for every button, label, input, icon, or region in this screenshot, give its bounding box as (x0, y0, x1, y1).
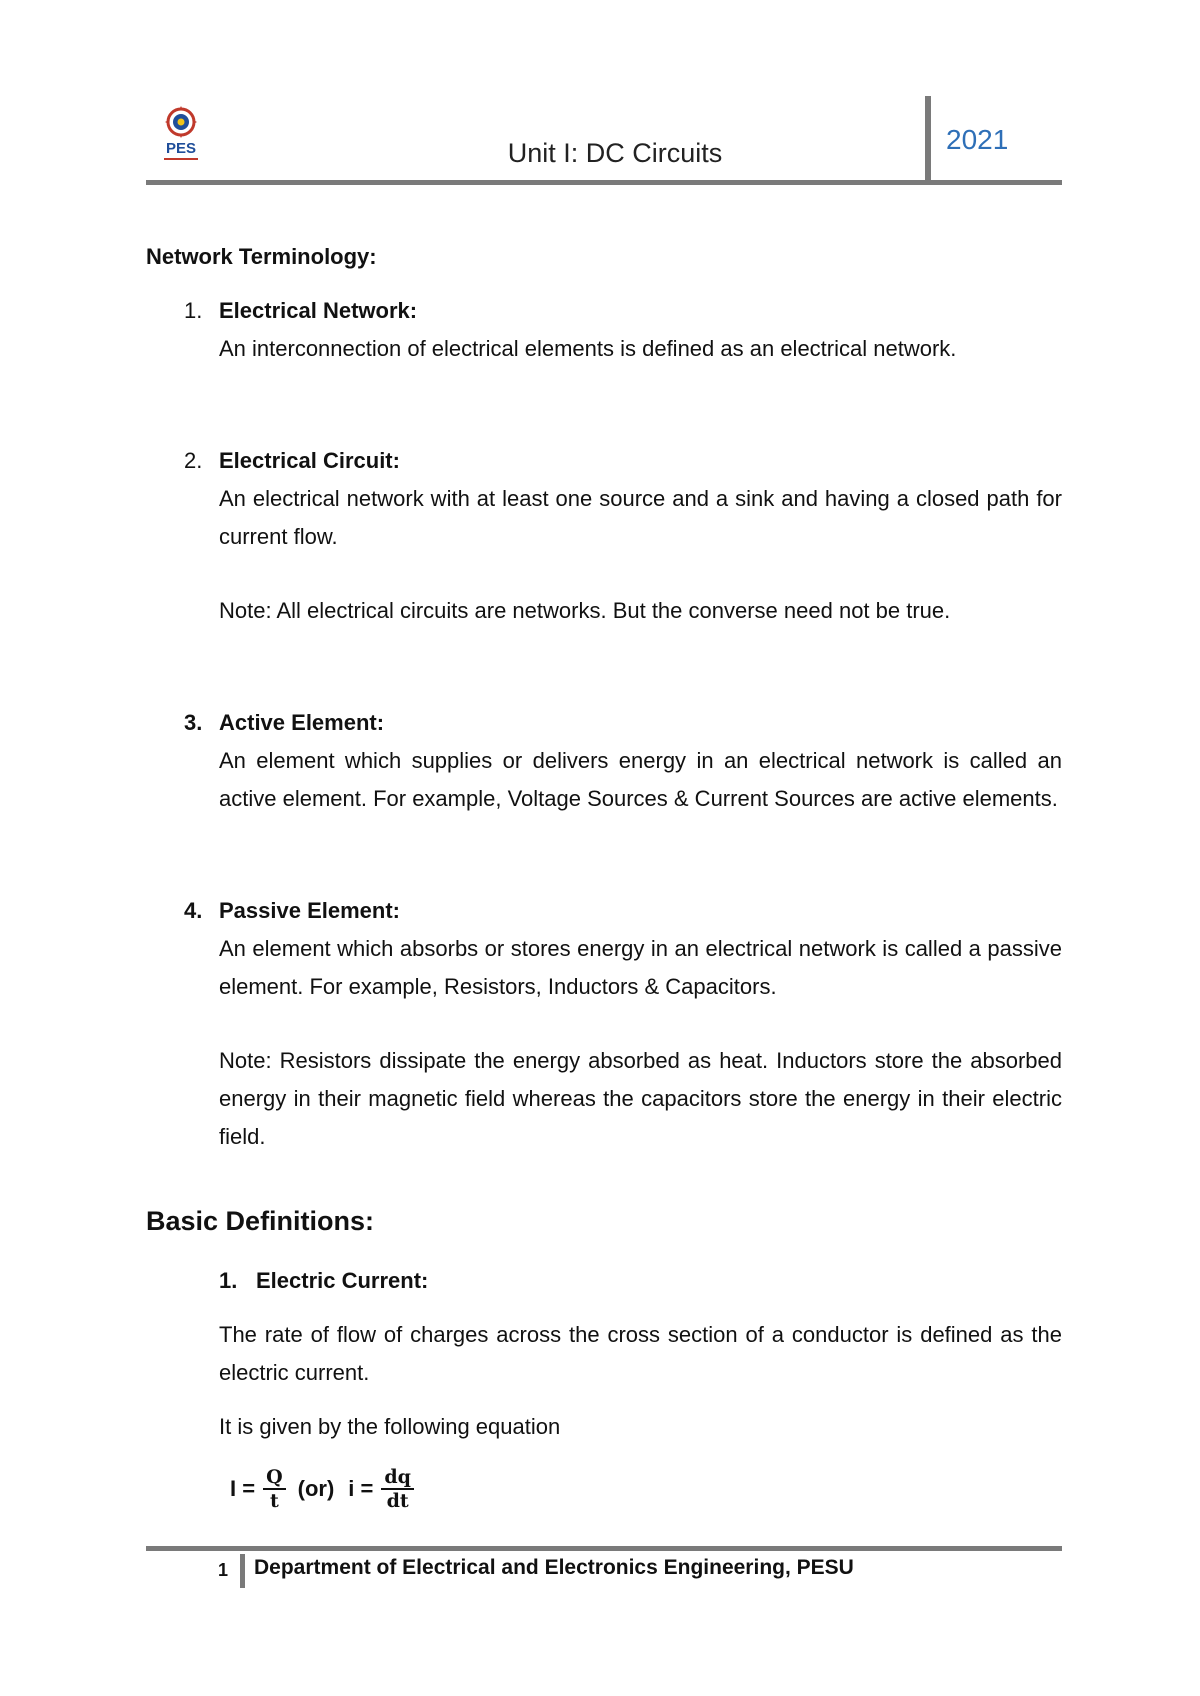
basic-definitions-heading: Basic Definitions: (146, 1206, 375, 1236)
footer-divider (240, 1554, 245, 1588)
item-number: 1. (219, 1268, 238, 1293)
denominator: t (269, 1490, 279, 1512)
numerator: Q (263, 1466, 286, 1490)
equation-lhs: i = (348, 1476, 374, 1501)
item-text: An element which supplies or delivers energy in an electrical network is called an active element. For example, Voltage Sources & Current Sources are active elements. (219, 748, 1062, 811)
equation-lhs: I = (230, 1476, 256, 1501)
denominator: dt (386, 1490, 409, 1512)
numerator: dq (381, 1466, 414, 1490)
fraction-dq-over-dt (381, 1466, 414, 1512)
item-number: 4. (184, 898, 203, 923)
item-note: Note: Resistors dissipate the energy absorbed as heat. Inductors store the absorbed energy in their magnetic field whereas the capacitors store the energy in their electric field. (219, 1048, 1062, 1149)
item-title: Electrical Network: (219, 298, 418, 323)
item-text: An electrical network with at least one source and a sink and having a closed path for current flow. (219, 486, 1062, 549)
page-title: Unit I: DC Circuits (507, 138, 723, 168)
item-title: Active Element: (219, 710, 385, 735)
equation-intro: It is given by the following equation (219, 1414, 561, 1439)
footer-rule (146, 1546, 1062, 1551)
item-title: Passive Element: (219, 898, 400, 923)
item-text: An element which absorbs or stores energy in an electrical network is called a passive element. For example, Resistors, Inductors & Capacitors. (219, 936, 1062, 999)
header-rule (146, 180, 1062, 185)
item-title: Electrical Circuit: (219, 448, 400, 473)
fraction-q-over-t (263, 1466, 286, 1512)
item-number: 3. (184, 710, 203, 735)
equation-or: (or) (297, 1476, 335, 1501)
pes-logo (158, 104, 204, 164)
item-number: 1. (184, 298, 203, 323)
definition-text: The rate of flow of charges across the cross section of a conductor is defined as the electric current. (219, 1322, 1062, 1385)
network-terminology-heading: Network Terminology: (146, 244, 377, 269)
page-number: 1 (218, 1560, 229, 1580)
current-equation (230, 1466, 414, 1512)
item-note: Note: All electrical circuits are networks. But the converse need not be true. (219, 598, 951, 623)
year-label: 2021 (946, 124, 1009, 155)
item-text: An interconnection of electrical elements is defined as an electrical network. (219, 336, 957, 361)
svg-text:PES: PES (165, 140, 197, 157)
item-number: 2. (184, 448, 203, 473)
header-divider (925, 96, 931, 182)
footer-department: Department of Electrical and Electronics Engineering, PESU (254, 1556, 854, 1579)
item-title: Electric Current: (256, 1268, 429, 1293)
